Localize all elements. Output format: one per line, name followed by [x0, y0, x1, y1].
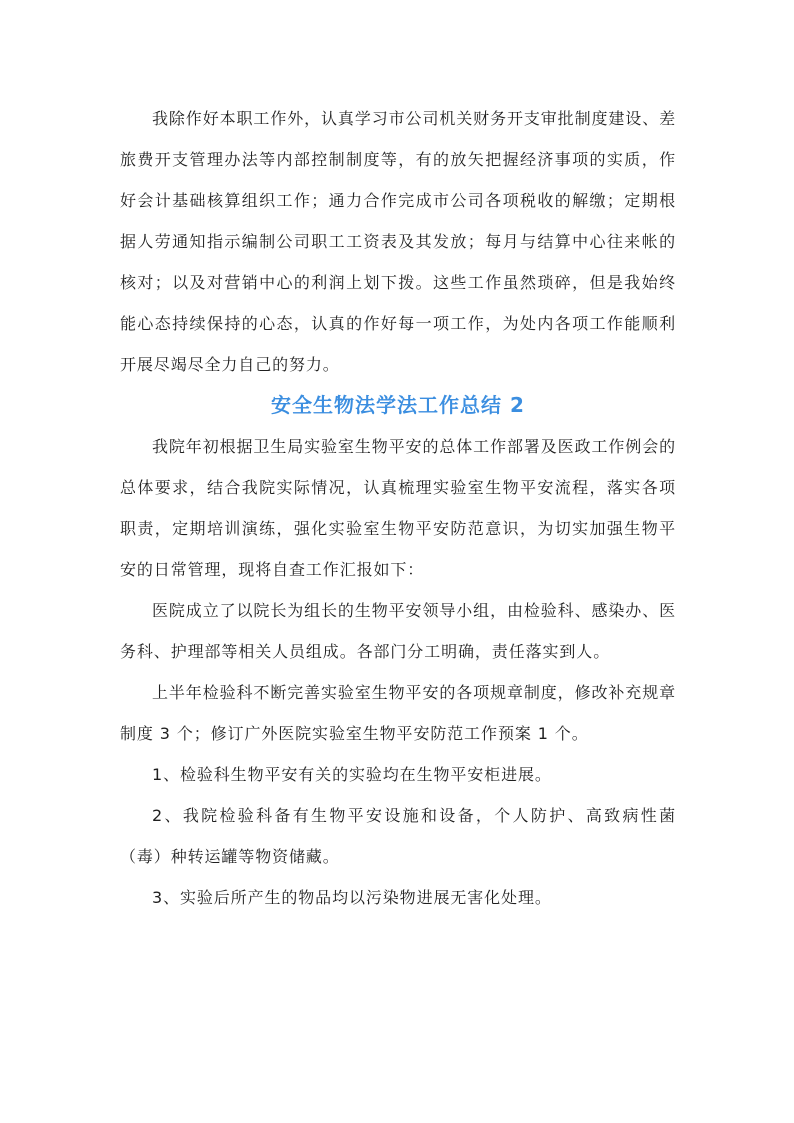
intro-paragraph: 我除作好本职工作外，认真学习市公司机关财务开支审批制度建设、差旅费开支管理办法等内部控制制度等，有的放矢把握经济事项的实质，作好会计基础核算组织工作；通力合作完成市公司各项税收的解缴；定期根据人劳通知指示编制公司职工工资表及其发放；每月与结算中心往来帐的核对；以及对营销中心的利润上划下拨。这些工作虽然琐碎，但是我始终能心态持续保持的心态，认真的作好每一项工作，为处内各项工作能顺利开展尽竭尽全力自己的努力。: [120, 109, 676, 374]
paragraph-item-1: 1、检验科生物平安有关的实验均在生物平安柜进展。: [152, 765, 552, 784]
paragraph-self-check-intro: 我院年初根据卫生局实验室生物平安的总体工作部署及医政工作例会的总体要求，结合我院实际情况，认真梳理实验室生物平安流程，落实各项职责，定期培训演练，强化实验室生物平安防范意识，为切实加强生物平安的日常管理，现将自查工作汇报如下：: [120, 437, 676, 579]
paragraph-rules-revision: 上半年检验科不断完善实验室生物平安的各项规章制度，修改补充规章制度 3 个；修订广外医院实验室生物平安防范工作预案 1 个。: [120, 683, 676, 743]
section-title: 安全生物法学法工作总结 2: [271, 393, 525, 417]
paragraph-item-3: 3、实验后所产生的物品均以污染物进展无害化处理。: [152, 888, 552, 907]
paragraph-leadership-group: 医院成立了以院长为组长的生物平安领导小组，由检验科、感染办、医务科、护理部等相关人员组成。各部门分工明确，责任落实到人。: [120, 601, 676, 661]
document-body: [120, 98, 676, 918]
paragraph-item-2: 2、我院检验科备有生物平安设施和设备，个人防护、高致病性菌（毒）种转运罐等物资储藏。: [120, 806, 676, 866]
